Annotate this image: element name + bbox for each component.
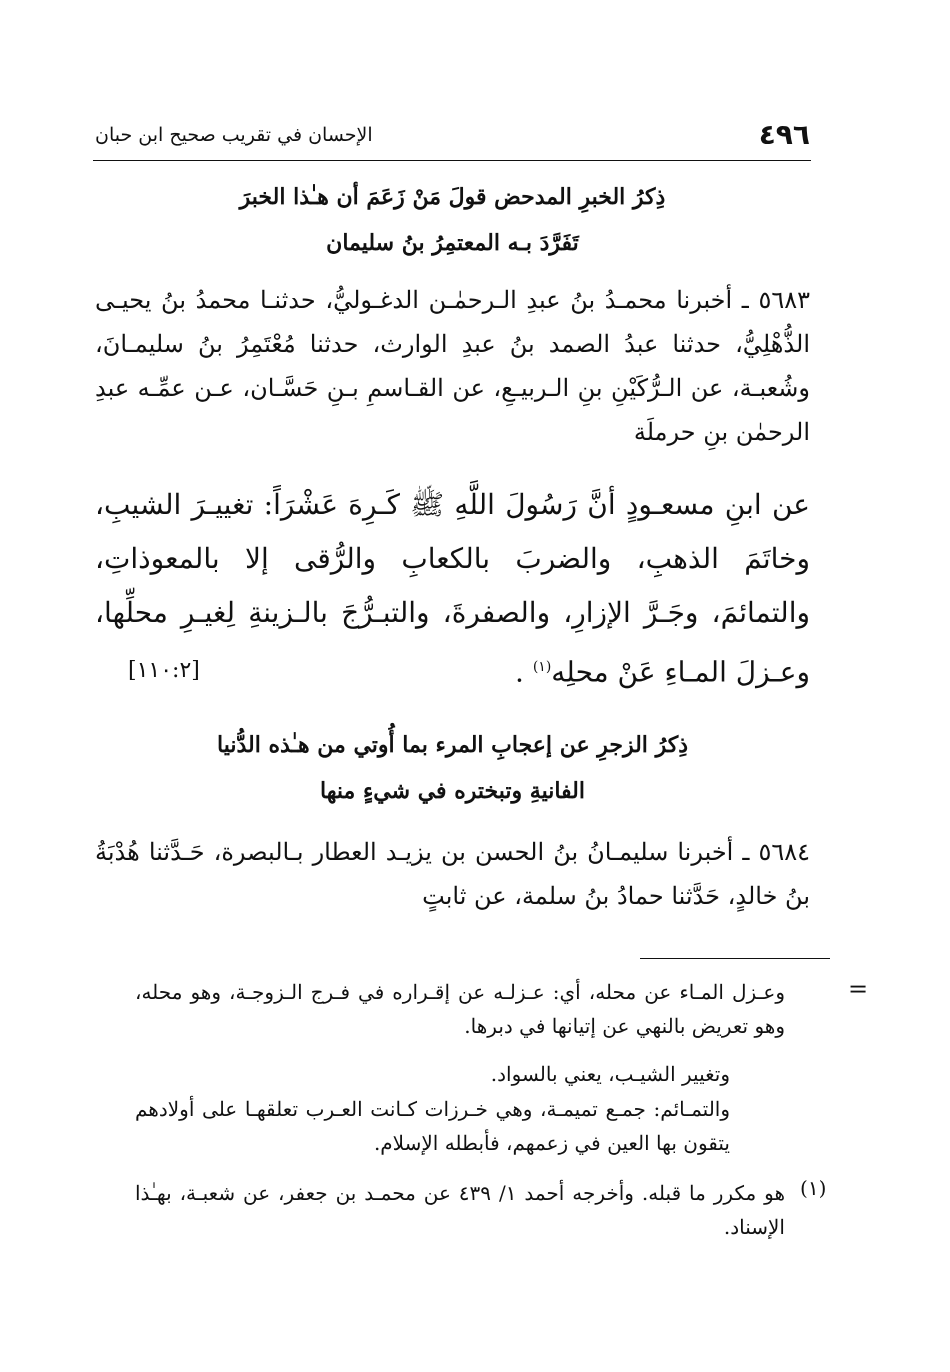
- hadith-5683-isnad: ٥٦٨٣ ـ أخبرنا محمـدُ بنُ عبدِ الـرحمٰـن الدغـوليُّ، حدثنـا محمدُ بنُ يحيـى الذُّهْلِيُّ، حدثنا عبدُ الصمد بنُ عبدِ الوارث، حدثنا مُعْتَمِرُ بنُ سليمـانَ، وشُعبـة، عن الـرُّكَيْنِ بنِ الـربيـعِ، عن القـاسمِ بـنِ حَسَّـان، عـن عمِّـه عبدِ الرحمٰن بنِ حرملَة: [95, 286, 810, 446]
- section-heading-1: [95, 174, 810, 266]
- footnote-1-number: (١): [800, 1176, 827, 1200]
- footnote-1-text: هو مكرر ما قبله. وأخرجه أحمد ١/ ٤٣٩ عن محمـد بن جعفر، عن شعبـة، بهـٰذا الإسناد.: [135, 1181, 785, 1239]
- section-heading-1-line1: ذِكرُ الخبرِ المدحض قولَ مَنْ زَعَمَ أن هـٰذا الخبرَ: [239, 184, 666, 210]
- header-divider: [93, 160, 811, 161]
- section-heading-2: [95, 722, 810, 814]
- running-title: الإحسان في تقريب صحيح ابن حبان: [95, 124, 373, 146]
- hadith-5683-end-dot: .: [515, 655, 533, 689]
- section-heading-2-line2: الفانيةِ وتبختره في شيءٍ منها: [320, 778, 585, 804]
- hadith-5683-reference: [١١٠:٢]: [128, 658, 200, 683]
- section-heading-1-line2: تَفَرَّدَ بـه المعتمِرُ بنُ سليمان: [326, 230, 579, 256]
- page-number: ٤٩٦: [758, 118, 810, 151]
- footnote-marker-1[interactable]: (١): [532, 659, 552, 675]
- footnote-gloss-greyhair: وتغيير الشيـب، يعني بالسواد.: [490, 1062, 730, 1086]
- footnote-divider: [640, 958, 830, 959]
- page-header: [95, 118, 810, 158]
- hadith-5683-matn: [95, 478, 810, 699]
- footnote-gloss-water: وعـزل المـاء عن محله، أي: عـزلـه عن إقـراره في فـرج الـزوجـة، وهو محله، وهو تعريض بالنهي عن إتيانها في دبرها.: [135, 980, 785, 1038]
- section-heading-2-line1: ذِكرُ الزجرِ عن إعجابِ المرء بما أُوتي من هـٰذه الدُّنيا: [216, 732, 688, 758]
- hadith-5683-matn-text: عن ابنِ مسعـودٍ أنَّ رَسُولَ اللَّهِ ﷺ كَـرِهَ عَشْرَاً: تغييـرَ الشيبِ، وخاتَمَ الذهبِ، والضربَ بالكعابِ والرُّقى إلا بالمعوذاتِ، والتمائمَ، وجَـرَّ الإزارِ، والصفرةَ، والتبـرُّجَ بالـزينةِ لِغيـرِ محلِّها، وعـزلَ المـاءِ عَنْ محلِه: [95, 488, 811, 689]
- footnote-gloss-amulets: والتمـائم: جمـع تميمـة، وهي خـرزات كـانت العـرب تعلقهـا على أولادهم يتقون بها العين في زعمهم، فأبطله الإسلام.: [135, 1097, 730, 1155]
- hadith-5684-isnad: ٥٦٨٤ ـ أخبرنا سليمـانُ بنُ الحسن بن يزيـد العطار بـالبصرة، حَـدَّثنا هُدْبَةُ بنُ خالدٍ، حَدَّثنا حمادُ بنُ سلمة، عن ثابتٍ: [95, 838, 810, 910]
- continuation-mark: =: [848, 975, 869, 1003]
